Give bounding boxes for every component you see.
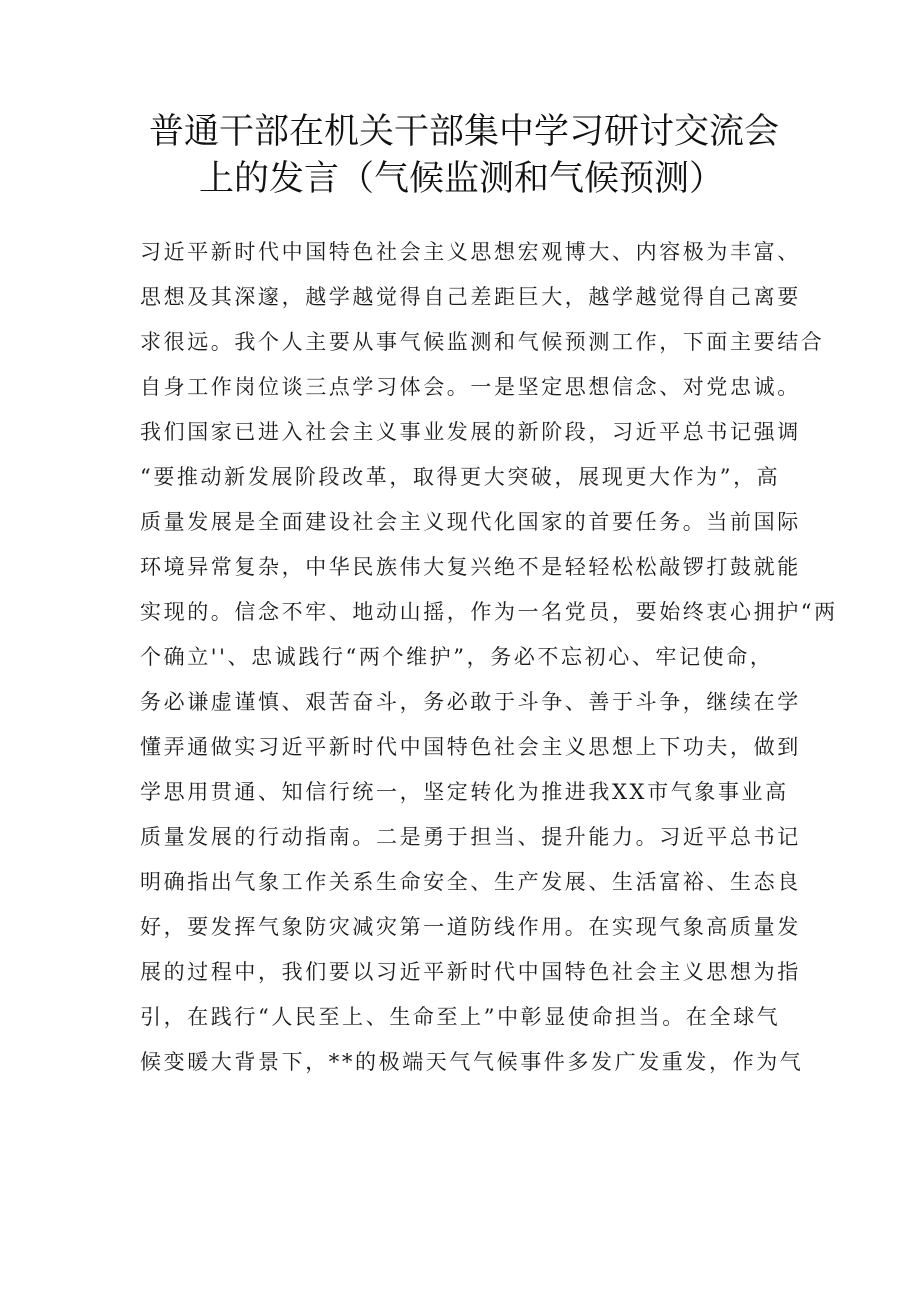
body-line: 学思用贯通、知信行统一，坚定转化为推进我XX市气象事业高: [140, 780, 789, 804]
body-line: 务必谦虚谨慎、艰苦奋斗，务必敢于斗争、善于斗争，继续在学: [140, 690, 801, 714]
body-line: 求很远。我个人主要从事气候监测和气候预测工作，下面主要结合: [140, 330, 825, 354]
body-line: 思想及其深邃，越学越觉得自己差距巨大，越学越觉得自己离要: [140, 285, 801, 309]
body-line: 自身工作岗位谈三点学习体会。一是坚定思想信念、对党忠诚。: [140, 375, 801, 399]
body-line: 明确指出气象工作关系生命安全、生产发展、生活富裕、生态良: [140, 870, 801, 894]
body-line: “要推动新发展阶段改革，取得更大突破，展现更大作为”，高: [140, 465, 781, 489]
body-line: 好，要发挥气象防灾减灾第一道防线作用。在实现气象高质量发: [140, 915, 801, 939]
body-line: 我们国家已进入社会主义事业发展的新阶段，习近平总书记强调: [140, 420, 801, 444]
body-line: 质量发展是全面建设社会主义现代化国家的首要任务。当前国际: [140, 510, 801, 534]
body-line: 个确立''、忠诚践行“两个维护”，务必不忘初心、牢记使命，: [140, 645, 774, 669]
body-line: 候变暖大背景下，**的极端天气气候事件多发广发重发，作为气: [140, 1050, 804, 1074]
body-line: 实现的。信念不牢、地动山摇，作为一名党员，要始终衷心拥护“两: [140, 600, 838, 624]
title-line-1: 普通干部在机关干部集中学习研讨交流会: [149, 112, 780, 152]
body-line: 展的过程中，我们要以习近平新时代中国特色社会主义思想为指: [140, 960, 801, 984]
body-line: 习近平新时代中国特色社会主义思想宏观博大、内容极为丰富、: [140, 240, 801, 264]
body-line: 懂弄通做实习近平新时代中国特色社会主义思想上下功夫，做到: [140, 735, 801, 759]
title-line-2: 上的发言（气候监测和气候预测）: [199, 159, 725, 199]
body-line: 质量发展的行动指南。二是勇于担当、提升能力。习近平总书记: [140, 825, 801, 849]
body-line: 引，在践行“人民至上、生命至上”中彰显使命担当。在全球气: [140, 1005, 781, 1029]
body-line: 环境异常复杂，中华民族伟大复兴绝不是轻轻松松敲锣打鼓就能: [140, 555, 801, 579]
